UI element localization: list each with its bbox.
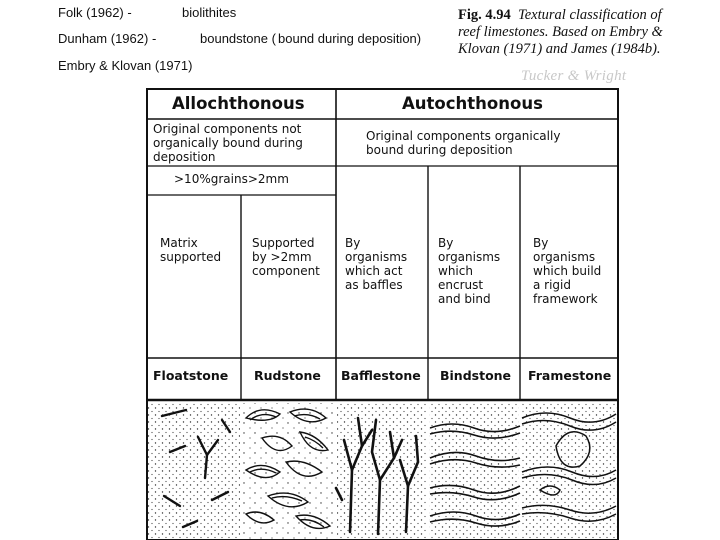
rock-type-bindstone: Bindstone bbox=[440, 368, 512, 383]
sketch-rudstone bbox=[242, 403, 335, 540]
allochthonous-heading: Allochthonous bbox=[172, 94, 305, 113]
embry-klovan-author: Embry & Klovan (1971) bbox=[58, 58, 193, 73]
rock-type-rudstone: Rudstone bbox=[254, 368, 321, 383]
column-desc-line: and bind bbox=[438, 292, 491, 306]
dunham-author: Dunham (1962) - bbox=[58, 31, 157, 46]
sketch-bindstone bbox=[429, 403, 520, 540]
column-framestone-description bbox=[533, 236, 601, 306]
rock-type-floatstone: Floatstone bbox=[153, 368, 229, 383]
folk-author: Folk (1962) - bbox=[58, 5, 132, 20]
rock-type-bafflestone: Bafflestone bbox=[341, 368, 421, 383]
rock-type-framestone: Framestone bbox=[528, 368, 612, 383]
sketch-floatstone bbox=[148, 403, 240, 540]
column-desc-line: which bbox=[438, 264, 473, 278]
allochthonous-desc-line: Original components not bbox=[153, 122, 302, 136]
column-desc-line: By bbox=[533, 236, 549, 250]
column-bafflestone-description bbox=[345, 236, 407, 292]
autochthonous-desc-line: bound during deposition bbox=[366, 143, 513, 157]
column-desc-line: encrust bbox=[438, 278, 484, 292]
column-desc-line: as baffles bbox=[345, 278, 403, 292]
grain-size-rule: >10%grains>2mm bbox=[174, 172, 289, 186]
autochthonous-heading: Autochthonous bbox=[402, 94, 543, 113]
column-desc-line: a rigid bbox=[533, 278, 572, 292]
caption-line-1: Textural classification of bbox=[518, 7, 662, 23]
column-desc-line: By bbox=[438, 236, 454, 250]
column-rudstone-description bbox=[252, 236, 320, 278]
column-desc-line: which act bbox=[345, 264, 403, 278]
column-desc-line: Supported bbox=[252, 236, 315, 250]
column-desc-line: supported bbox=[160, 250, 222, 264]
sketch-bafflestone bbox=[336, 403, 427, 540]
column-desc-line: which build bbox=[533, 264, 602, 278]
allochthonous-description bbox=[153, 122, 303, 164]
column-desc-line: by >2mm bbox=[252, 250, 312, 264]
caption-line-3: Klovan (1971) and James (1984b). bbox=[458, 41, 661, 57]
column-desc-line: By bbox=[345, 236, 361, 250]
column-desc-line: component bbox=[252, 264, 320, 278]
autochthonous-description bbox=[366, 129, 560, 157]
column-floatstone-description bbox=[160, 236, 221, 264]
dunham-note: bound during deposition) bbox=[278, 31, 422, 46]
column-desc-line: organisms bbox=[533, 250, 596, 264]
folk-term: biolithites bbox=[182, 5, 237, 20]
allochthonous-desc-line: organically bound during bbox=[153, 136, 303, 150]
column-desc-line: Matrix bbox=[160, 236, 198, 250]
caption-line-2: reef limestones. Based on Embry & bbox=[458, 24, 663, 40]
allochthonous-desc-line: deposition bbox=[153, 150, 216, 164]
column-bindstone-description bbox=[438, 236, 500, 306]
column-desc-line: organisms bbox=[345, 250, 408, 264]
credit-watermark: Tucker & Wright bbox=[521, 68, 627, 84]
dunham-term: boundstone ( bbox=[200, 31, 276, 46]
figure-label: Fig. 4.94 bbox=[458, 7, 511, 23]
autochthonous-desc-line: Original components organically bbox=[366, 129, 561, 143]
sketch-framestone bbox=[521, 403, 617, 540]
column-desc-line: organisms bbox=[438, 250, 501, 264]
column-desc-line: framework bbox=[533, 292, 598, 306]
